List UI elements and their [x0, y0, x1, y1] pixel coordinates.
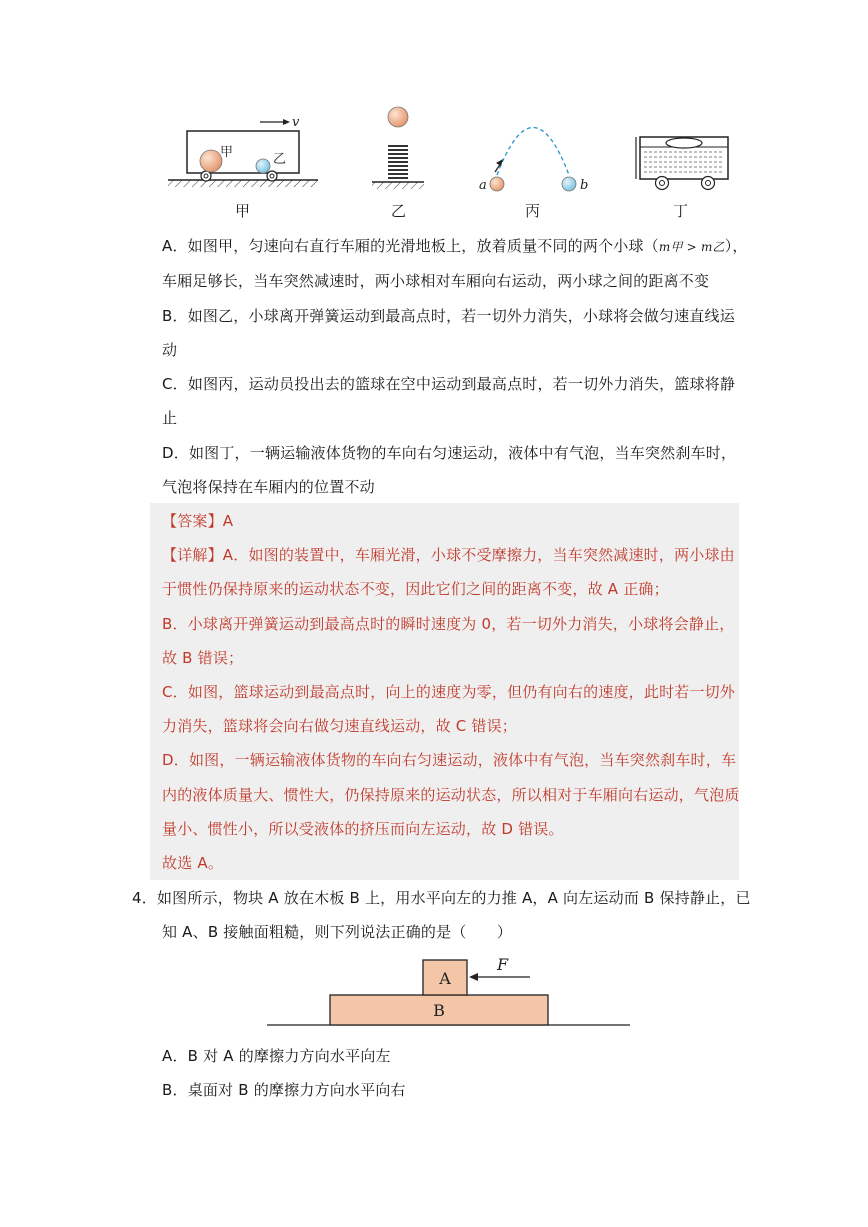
- q3-option-b-line2: 动: [162, 341, 178, 359]
- block-b-label: B: [433, 1001, 445, 1020]
- q3-option-c-line2: 止: [162, 409, 178, 427]
- caption-bing: 丙: [525, 202, 541, 220]
- q4-option-b: B．桌面对 B 的摩擦力方向水平向右: [162, 1081, 406, 1099]
- caption-ding: 丁: [673, 202, 689, 220]
- detail-line-8: 内的液体质量大、惯性大，仍保持原来的运动状态，所以相对于车厢向右运动，气泡质: [162, 786, 740, 804]
- ball-on-spring: [388, 107, 408, 127]
- detail-line-2: 于惯性仍保持原来的运动状态不变，因此它们之间的距离不变，故 A 正确；: [162, 580, 669, 598]
- ball-yi-label: 乙: [273, 152, 287, 167]
- figure-jia: [168, 115, 318, 187]
- ball-yi: [256, 159, 270, 173]
- q4-stem-line2: 知 A、B 接触面粗糙，则下列说法正确的是（ ）: [162, 923, 513, 941]
- q4-stem-line1: 4．如图所示，物块 A 放在木板 B 上，用水平向左的力推 A，A 向左运动而 B 保持静止，已: [132, 889, 751, 907]
- detail-line-9: 量小、惯性小，所以受液体的挤压而向左运动，故 D 错误。: [162, 820, 564, 838]
- force-label: F: [497, 955, 509, 974]
- ball-jia-label: 甲: [220, 145, 234, 160]
- q3-option-a-pre: A．如图甲，匀速向右直行车厢的光滑地板上，放着质量不同的两个小球（: [162, 237, 659, 255]
- velocity-label: v: [292, 115, 300, 130]
- q3-option-a-line1: [162, 235, 748, 258]
- figure-ding: [636, 137, 728, 190]
- detail-line-5: C．如图，篮球运动到最高点时，向上的速度为零，但仍有向右的速度，此时若一切外: [162, 683, 736, 701]
- q3-option-d-line1: D．如图丁，一辆运输液体货物的车向右匀速运动，液体中有气泡，当车突然刹车时，: [162, 444, 737, 462]
- q3-option-a-formula: m甲 > m乙: [658, 240, 725, 254]
- basketball-end: [562, 177, 576, 191]
- answer-line: 【答案】A: [162, 512, 234, 530]
- q4-option-a: A．B 对 A 的摩擦力方向水平向左: [162, 1047, 391, 1065]
- detail-line-3: B．小球离开弹簧运动到最高点时的瞬时速度为 0，若一切外力消失，小球将会静止，: [162, 615, 735, 633]
- conclusion-line: 故选 A。: [162, 854, 224, 872]
- spring-icon: [388, 146, 408, 178]
- q3-option-a-post: ），: [724, 237, 748, 255]
- detail-line-7: D．如图，一辆运输液体货物的车向右匀速运动，液体中有气泡，当车突然刹车时，车: [162, 751, 737, 769]
- figure-bing: [479, 128, 588, 194]
- detail-line-4: 故 B 错误；: [162, 649, 244, 667]
- ball-jia: [200, 150, 222, 172]
- detail-line-1: 【详解】A．如图的装置中，车厢光滑，小球不受摩擦力，当车突然减速时，两小球由: [162, 546, 735, 564]
- detail-line-6: 力消失，篮球将会向右做匀速直线运动，故 C 错误；: [162, 717, 518, 735]
- caption-yi: 乙: [391, 202, 407, 220]
- point-b-label: b: [580, 178, 589, 193]
- air-bubble: [666, 138, 702, 148]
- trajectory-arc: [497, 128, 569, 176]
- q3-option-b-line1: B．如图乙，小球离开弹簧运动到最高点时，若一切外力消失，小球将会做匀速直线运: [162, 307, 735, 325]
- block-a-label: A: [439, 969, 451, 988]
- point-a-label: a: [479, 178, 487, 193]
- figure-yi: [372, 107, 424, 189]
- q3-option-a-line2: 车厢足够长，当车突然减速时，两小球相对车厢向右运动，两小球之间的距离不变: [162, 272, 710, 290]
- q3-option-d-line2: 气泡将保持在车厢内的位置不动: [162, 478, 375, 496]
- q4-figure: [265, 950, 635, 1030]
- q3-option-c-line1: C．如图丙，运动员投出去的篮球在空中运动到最高点时，若一切外力消失，篮球将静: [162, 375, 736, 393]
- basketball-start: [490, 177, 504, 191]
- caption-jia: 甲: [235, 202, 251, 220]
